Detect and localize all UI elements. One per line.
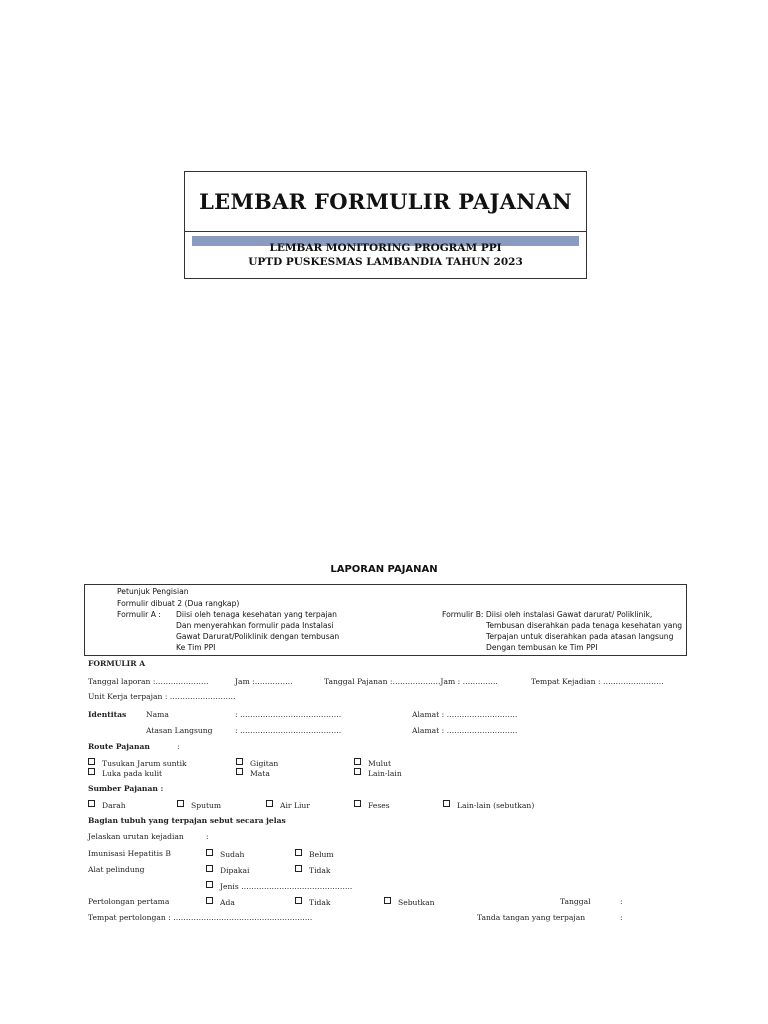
route-label: Route Pajanan xyxy=(88,742,150,751)
date-colon: : xyxy=(620,897,623,906)
hepatitis-option[interactable]: Sudah xyxy=(206,849,244,859)
equipment-type-option[interactable]: Jenis …………………………………….. xyxy=(206,881,352,891)
form-a-line: Gawat Darurat/Poliklinik dengan tembusan xyxy=(176,632,340,641)
source-option[interactable]: Feses xyxy=(354,800,390,810)
first-aid-place-field[interactable]: Tempat pertolongan : ………………………………………………. xyxy=(88,913,313,922)
instructions-heading: Petunjuk Pengisian xyxy=(117,587,189,596)
signature-colon: : xyxy=(620,913,623,922)
form-a-label: Formulir A : xyxy=(117,610,161,619)
date-label: Tanggal xyxy=(560,897,591,906)
checkbox-icon[interactable] xyxy=(266,800,273,807)
protective-option[interactable]: Tidak xyxy=(295,865,330,875)
first-aid-option[interactable]: Sebutkan xyxy=(384,897,435,907)
checkbox-icon[interactable] xyxy=(88,768,95,775)
name-field[interactable]: : …………………………………. xyxy=(235,710,342,719)
protective-equipment-label: Alat pelindung xyxy=(88,865,145,874)
form-a-line: Diisi oleh tenaga kesehatan yang terpajan xyxy=(176,610,337,619)
route-option[interactable]: Mata xyxy=(236,768,270,778)
checkbox-icon[interactable] xyxy=(295,865,302,872)
checkbox-icon[interactable] xyxy=(206,865,213,872)
checkbox-icon[interactable] xyxy=(236,758,243,765)
section-title: LAPORAN PAJANAN xyxy=(330,564,438,575)
identity-label: Identitas xyxy=(88,710,127,719)
title-divider xyxy=(185,231,586,232)
form-a-line: Ke Tim PPI xyxy=(176,643,216,652)
checkbox-icon[interactable] xyxy=(354,800,361,807)
exposure-date-field[interactable]: Tanggal Pajanan :……………….Jam : ………….. xyxy=(324,677,498,686)
document-title: LEMBAR FORMULIR PAJANAN xyxy=(199,189,572,214)
route-option[interactable]: Gigitan xyxy=(236,758,278,768)
first-aid-label: Pertolongan pertama xyxy=(88,897,170,906)
checkbox-icon[interactable] xyxy=(443,800,450,807)
form-b-line: Terpajan untuk diserahkan pada atasan langsung xyxy=(486,632,674,641)
supervisor-field[interactable]: : …………………………………. xyxy=(235,726,342,735)
hepatitis-label: Imunisasi Hepatitis B xyxy=(88,849,171,858)
incident-sequence-label: Jelaskan urutan kejadian xyxy=(88,832,184,841)
supervisor-address-field[interactable]: Alamat : ………………………. xyxy=(412,726,518,735)
document-subtitle-program: LEMBAR MONITORING PROGRAM PPI xyxy=(269,242,502,254)
checkbox-icon[interactable] xyxy=(384,897,391,904)
document-title-box xyxy=(184,171,587,279)
source-option[interactable]: Darah xyxy=(88,800,126,810)
checkbox-icon[interactable] xyxy=(236,768,243,775)
form-b-line: Formulir B: Diisi oleh instalasi Gawat darurat/ Poliklinik, xyxy=(442,610,653,619)
checkbox-icon[interactable] xyxy=(88,800,95,807)
route-colon: : xyxy=(177,742,180,751)
hepatitis-option[interactable]: Belum xyxy=(295,849,334,859)
route-option[interactable]: Luka pada kulit xyxy=(88,768,162,778)
source-label: Sumber Pajanan : xyxy=(88,784,164,793)
protective-option[interactable]: Dipakai xyxy=(206,865,249,875)
route-option[interactable]: Tusukan Jarum suntik xyxy=(88,758,187,768)
supervisor-label: Atasan Langsung xyxy=(146,726,213,735)
document-subtitle-institution: UPTD PUSKESMAS LAMBANDIA TAHUN 2023 xyxy=(248,256,523,268)
first-aid-option[interactable]: Ada xyxy=(206,897,235,907)
checkbox-icon[interactable] xyxy=(354,768,361,775)
route-option[interactable]: Mulut xyxy=(354,758,391,768)
form-heading: FORMULIR A xyxy=(88,659,146,668)
signature-label: Tanda tangan yang terpajan xyxy=(477,913,586,922)
form-b-line: Tembusan diserahkan pada tenaga kesehatan yang xyxy=(486,621,683,630)
first-aid-option[interactable]: Tidak xyxy=(295,897,330,907)
body-part-label: Bagian tubuh yang terpajan sebut secara jelas xyxy=(88,816,286,825)
form-a-line: Dan menyerahkan formulir pada Instalasi xyxy=(176,621,334,630)
checkbox-icon[interactable] xyxy=(177,800,184,807)
route-option[interactable]: Lain-lain xyxy=(354,768,402,778)
work-unit-field[interactable]: Unit Kerja terpajan : …………………….. xyxy=(88,692,236,701)
instructions-copies: Formulir dibuat 2 (Dua rangkap) xyxy=(117,599,240,608)
checkbox-icon[interactable] xyxy=(295,849,302,856)
source-option[interactable]: Lain-lain (sebutkan) xyxy=(443,800,534,810)
address-field[interactable]: Alamat : ………………………. xyxy=(412,710,518,719)
checkbox-icon[interactable] xyxy=(295,897,302,904)
incident-sequence-colon: : xyxy=(206,832,209,841)
report-time-field[interactable]: Jam :…………… xyxy=(235,677,293,686)
name-label: Nama xyxy=(146,710,169,719)
checkbox-icon[interactable] xyxy=(206,849,213,856)
report-date-field[interactable]: Tanggal laporan :………………… xyxy=(88,677,209,686)
checkbox-icon[interactable] xyxy=(354,758,361,765)
source-option[interactable]: Air Liur xyxy=(266,800,310,810)
source-option[interactable]: Sputum xyxy=(177,800,221,810)
checkbox-icon[interactable] xyxy=(88,758,95,765)
incident-location-field[interactable]: Tempat Kejadian : …………………… xyxy=(531,677,664,686)
checkbox-icon[interactable] xyxy=(206,897,213,904)
form-b-line: Dengan tembusan ke Tim PPI xyxy=(486,643,598,652)
checkbox-icon[interactable] xyxy=(206,881,213,888)
